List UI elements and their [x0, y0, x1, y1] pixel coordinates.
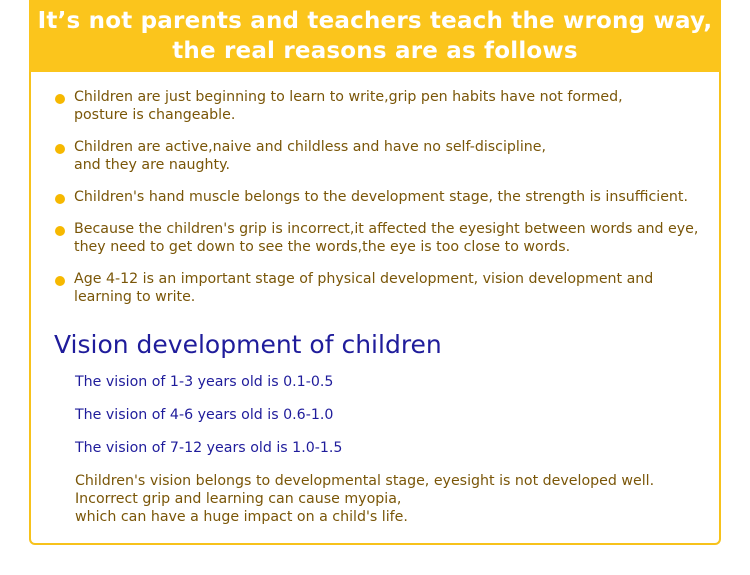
vision-note-line-3: which can have a huge impact on a child's life.	[75, 509, 408, 525]
reason-1-line-1: Children are just beginning to learn to write,grip pen habits have not formed,	[74, 89, 623, 105]
bullet-dot-icon	[55, 94, 65, 104]
vision-item-1: The vision of 1-3 years old is 0.1-0.5	[75, 374, 334, 390]
reason-2-line-2: and they are naughty.	[74, 157, 230, 173]
bullet-dot-icon	[55, 276, 65, 286]
reasons-list	[55, 88, 720, 320]
reason-1-line-2: posture is changeable.	[74, 107, 236, 123]
vision-note-line-2: Incorrect grip and learning can cause myopia,	[75, 491, 402, 507]
list-item	[55, 188, 720, 206]
list-item	[55, 88, 720, 124]
reason-5-line-2: learning to write.	[74, 289, 196, 305]
bullet-dot-icon	[55, 226, 65, 236]
reason-2-line-1: Children are active,naive and childless and have no self-discipline,	[74, 139, 547, 155]
vision-note	[75, 472, 654, 526]
reason-5-line-1: Age 4-12 is an important stage of physical development, vision development and	[74, 271, 654, 287]
bullet-dot-icon	[55, 144, 65, 154]
header-banner	[29, 0, 721, 72]
vision-item-2: The vision of 4-6 years old is 0.6-1.0	[75, 407, 334, 423]
header-line-1: It’s not parents and teachers teach the wrong way,	[37, 8, 713, 34]
reason-3-line-1: Children's hand muscle belongs to the development stage, the strength is insufficient.	[74, 189, 688, 205]
vision-note-line-1: Children's vision belongs to developmental stage, eyesight is not developed well.	[75, 473, 655, 489]
vision-section-title: Vision development of children	[54, 330, 442, 359]
list-item	[55, 270, 720, 306]
header-line-2: the real reasons are as follows	[172, 38, 578, 64]
reason-4-line-1: Because the children's grip is incorrect,it affected the eyesight between words and eye,	[74, 221, 699, 237]
vision-item-3: The vision of 7-12 years old is 1.0-1.5	[75, 440, 343, 456]
bullet-dot-icon	[55, 194, 65, 204]
reason-4-line-2: they need to get down to see the words,the eye is too close to words.	[74, 239, 571, 255]
list-item	[55, 138, 720, 174]
list-item	[55, 220, 720, 256]
